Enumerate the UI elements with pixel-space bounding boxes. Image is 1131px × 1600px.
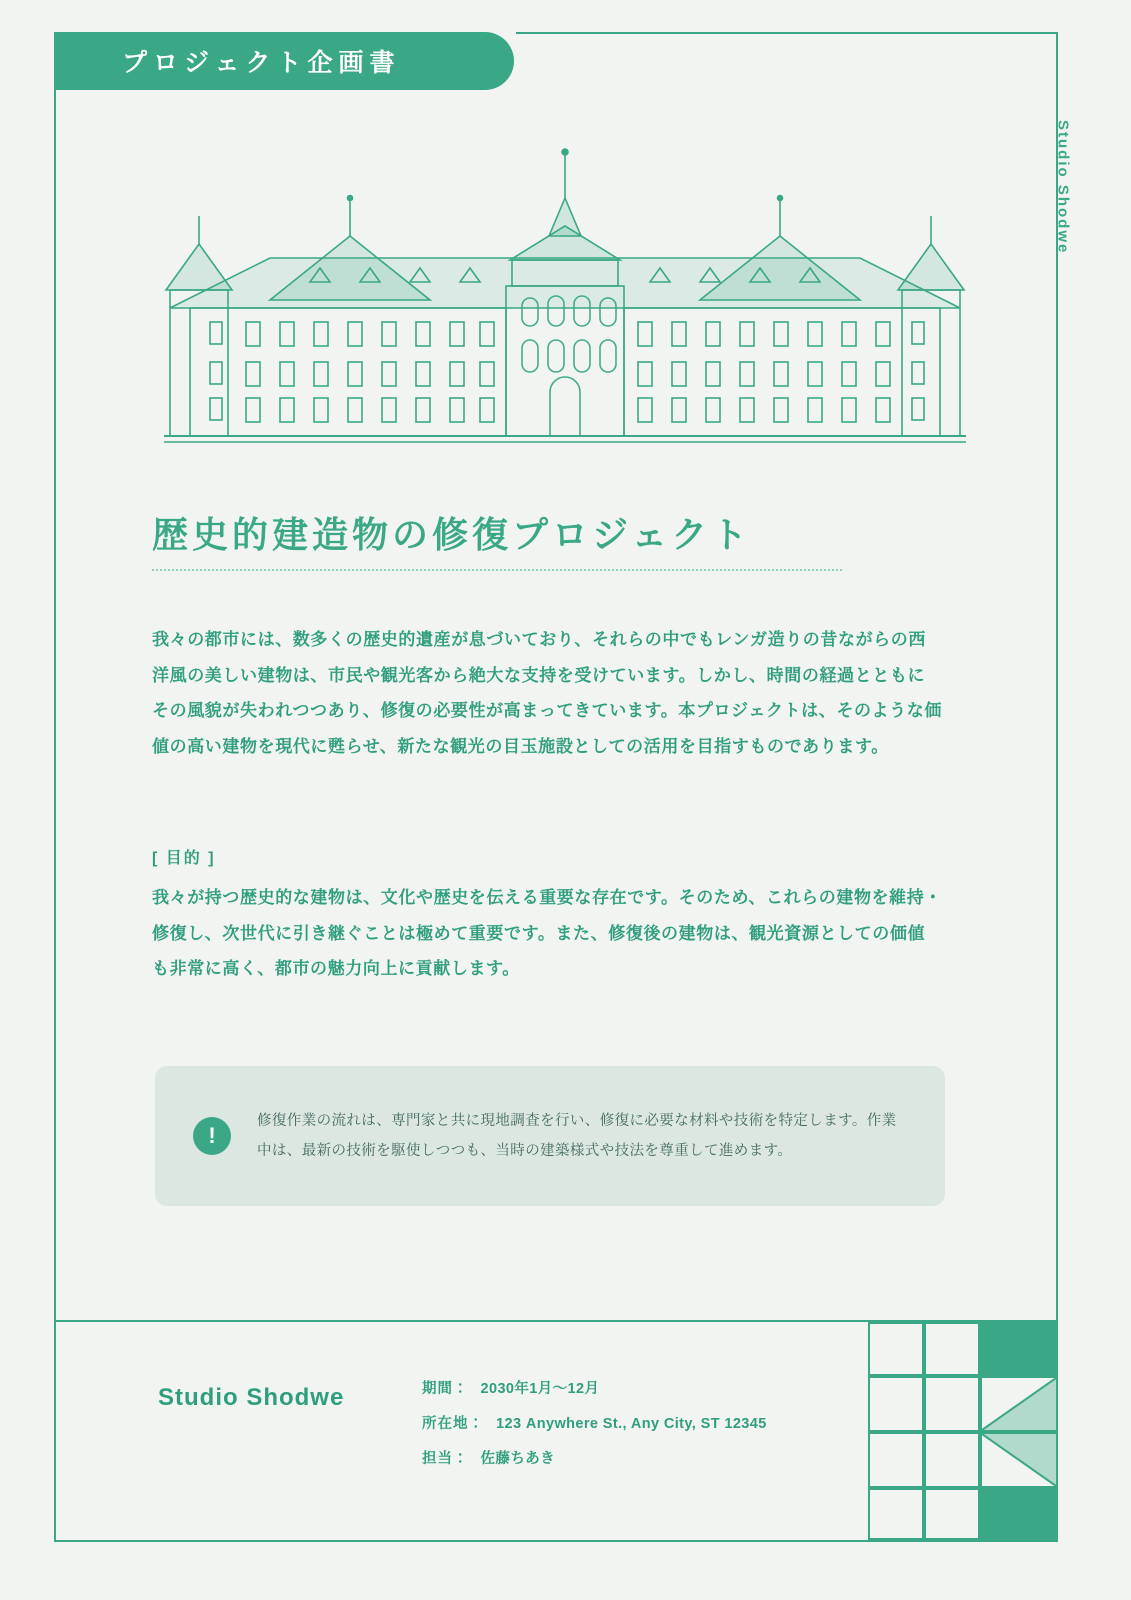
- deco-cell-solid: [980, 1322, 1058, 1376]
- footer-detail-row: [422, 1407, 767, 1442]
- footer-detail-key: 所在地：: [422, 1415, 484, 1432]
- exclamation-icon: !: [193, 1117, 231, 1155]
- deco-cell: [868, 1376, 924, 1432]
- deco-cell-triangle: [980, 1376, 1058, 1432]
- vertical-brand-text: Studio Shodwe: [1054, 120, 1072, 255]
- deco-cell: [924, 1488, 980, 1540]
- deco-cell: [868, 1322, 924, 1376]
- title-divider: [152, 569, 842, 571]
- deco-cell: [924, 1322, 980, 1376]
- footer-detail-value: 123 Anywhere St., Any City, ST 12345: [496, 1415, 767, 1432]
- footer-details: [422, 1372, 767, 1476]
- footer-detail-value: 2030年1月〜12月: [480, 1381, 600, 1397]
- deco-cell: [868, 1432, 924, 1488]
- page-title: 歴史的建造物の修復プロジェクト: [152, 514, 752, 555]
- footer-detail-key: 担当：: [422, 1450, 469, 1467]
- vertical-brand-label: [1051, 120, 1075, 330]
- footer-brand: Studio Shodwe: [158, 1384, 345, 1411]
- deco-cell: [924, 1432, 980, 1488]
- deco-cell-triangle: [980, 1432, 1058, 1488]
- header-tab-label: プロジェクト企画書: [122, 49, 401, 77]
- deco-cell: [868, 1488, 924, 1540]
- note-text: 修復作業の流れは、専門家と共に現地調査を行い、修復に必要な材料や技術を特定します。作業中は、最新の技術を駆使しつつも、当時の建築様式や技法を尊重して進めます。: [257, 1112, 897, 1159]
- title-block: [152, 512, 982, 571]
- purpose-section-label: [ 目的 ]: [152, 850, 216, 867]
- footer-detail-key: 期間：: [422, 1381, 469, 1397]
- note-callout: [155, 1066, 945, 1206]
- purpose-paragraph: 我々が持つ歴史的な建物は、文化や歴史を伝える重要な存在です。そのため、これらの建物を維持・修復し、次世代に引き継ぐことは極めて重要です。また、修復後の建物は、観光資源としての価値も非常に高く、都市の魅力向上に貢献します。: [152, 888, 942, 979]
- deco-cell: [924, 1376, 980, 1432]
- footer-detail-row: [422, 1372, 767, 1407]
- deco-cell-solid: [980, 1488, 1058, 1540]
- footer-decoration: [868, 1322, 1058, 1540]
- historic-building-illustration: [150, 140, 980, 470]
- intro-paragraph: 我々の都市には、数多くの歴史的遺産が息づいており、それらの中でもレンガ造りの昔ながらの西洋風の美しい建物は、市民や観光客から絶大な支持を受けています。しかし、時間の経過とともにその風貌が失われつつあり、修復の必要性が高まってきています。本プロジェクトは、そのような価値の高い建物を現代に甦らせ、新たな観光の目玉施設としての活用を目指すものであります。: [152, 630, 942, 757]
- footer-detail-row: [422, 1442, 767, 1477]
- footer: [54, 1322, 1058, 1542]
- header-tab: [54, 32, 514, 90]
- footer-detail-value: 佐藤ちあき: [480, 1450, 556, 1467]
